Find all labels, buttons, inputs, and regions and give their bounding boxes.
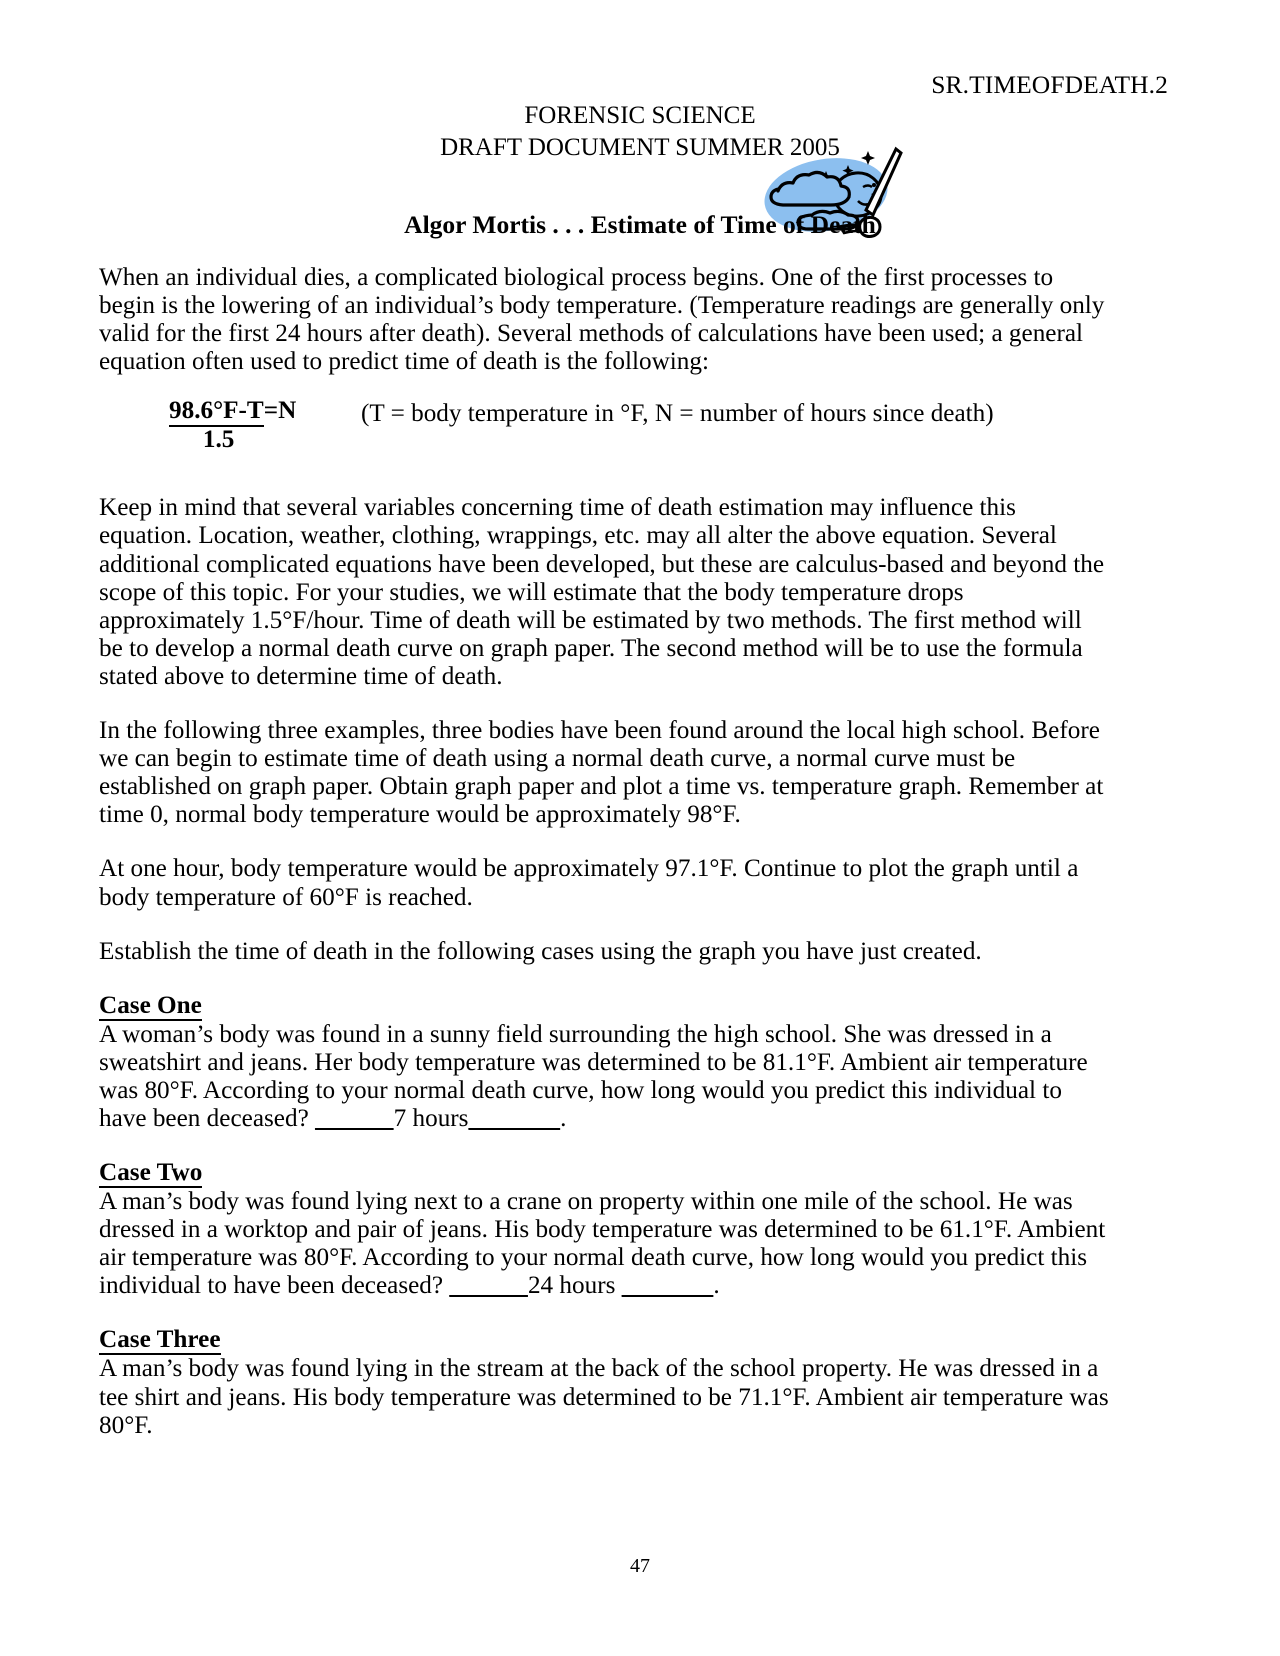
header-block [0,100,1280,164]
formula-legend: (T = body temperature in °F, N = number of hours since death) [361,400,994,428]
case-one-text [99,1021,1111,1133]
case-two-text [99,1188,1111,1300]
header-line-forensic-science: FORENSIC SCIENCE [524,102,756,129]
case-one-heading: Case One [99,991,202,1019]
case-one-answer[interactable]: 7 hours [393,1104,469,1132]
case-one-block [99,992,1111,1133]
running-head: SR.TIMEOFDEATH.2 [931,70,1168,99]
case-one-blank-left[interactable]: ______ [315,1104,394,1132]
case-one-period: . [560,1104,567,1132]
case-two-answer[interactable]: 24 hours [527,1272,622,1300]
case-one-description: A woman’s body was found in a sunny field surrounding the high school. She was dressed in a sweatshirt and jeans. Her body temperature was determined to be 81.1°F. Ambient air temperature was 80°F. According to your normal death curve, how long would you predict this individual to have been deceased? [99,1020,1088,1132]
case-two-description: A man’s body was found lying next to a crane on property within one mile of the school. He was dressed in a worktop and pair of jeans. His body temperature was determined to be 61.1°F. Ambient air temperature was 80°F. According to your normal death curve, how long would you predict this individual to have been deceased? [99,1188,1106,1300]
case-three-block [99,1326,1111,1439]
formula-denominator: 1.5 [202,426,235,454]
formula-equals: =N [263,397,297,425]
formula-numerator: 98.6°F-T [169,397,264,427]
case-three-description: A man’s body was found lying in the stream at the back of the school property. He was dressed in a tee shirt and jeans. His body temperature was determined to be 71.1°F. Ambient air temperature was 80°F. [99,1355,1109,1439]
page-number: 47 [630,1555,650,1577]
page-title: Algor Mortis . . . Estimate of Time of Death [404,210,876,239]
body-column [99,264,1111,1466]
formula-block [99,398,1111,464]
case-two-heading: Case Two [99,1159,203,1187]
paragraph-intro: When an individual dies, a complicated biological process begins. One of the first processes to begin is the lowering of an individual’s body temperature. (Temperature readings are generally only valid for the first 24 hours after death). Several methods of calculations have been used; a general equation often used to predict time of death is the following: [99,264,1105,376]
paragraph-one-hour: At one hour, body temperature would be approximately 97.1°F. Continue to plot the graph until a body temperature of 60°F is reached. [99,855,1079,911]
paragraph-examples-intro: In the following three examples, three bodies have been found around the local high school. Before we can begin to estimate time of death using a normal death curve, a normal curve must be established on graph paper. Obtain graph paper and plot a time vs. temperature graph. Remember at time 0, normal body temperature would be approximately 98°F. [99,717,1104,829]
paragraph-variables: Keep in mind that several variables concerning time of death estimation may influence this equation. Location, weather, clothing, wrappings, etc. may all alter the above equation. Several additional complicated equations have been developed, but these are calculus-based and beyond the scope of this topic. For your studies, we will estimate that the body temperature drops approximately 1.5°F/hour. Time of death will be estimated by two methods. The first method will be to develop a normal death curve on graph paper. The second method will be to use the formula stated above to determine time of death. [99,494,1105,690]
case-two-blank-left[interactable]: ______ [449,1272,528,1300]
case-two-period: . [713,1272,720,1300]
case-three-heading: Case Three [99,1326,221,1354]
case-three-text [99,1355,1111,1439]
case-two-block [99,1159,1111,1300]
case-two-blank-right[interactable]: _______ [621,1272,714,1300]
time-of-death-formula [169,398,296,453]
header-line-draft-document: DRAFT DOCUMENT SUMMER 2005 [440,134,840,161]
paragraph-establish: Establish the time of death in the following cases using the graph you have just created. [99,937,982,965]
case-one-blank-right[interactable]: _______ [468,1104,561,1132]
